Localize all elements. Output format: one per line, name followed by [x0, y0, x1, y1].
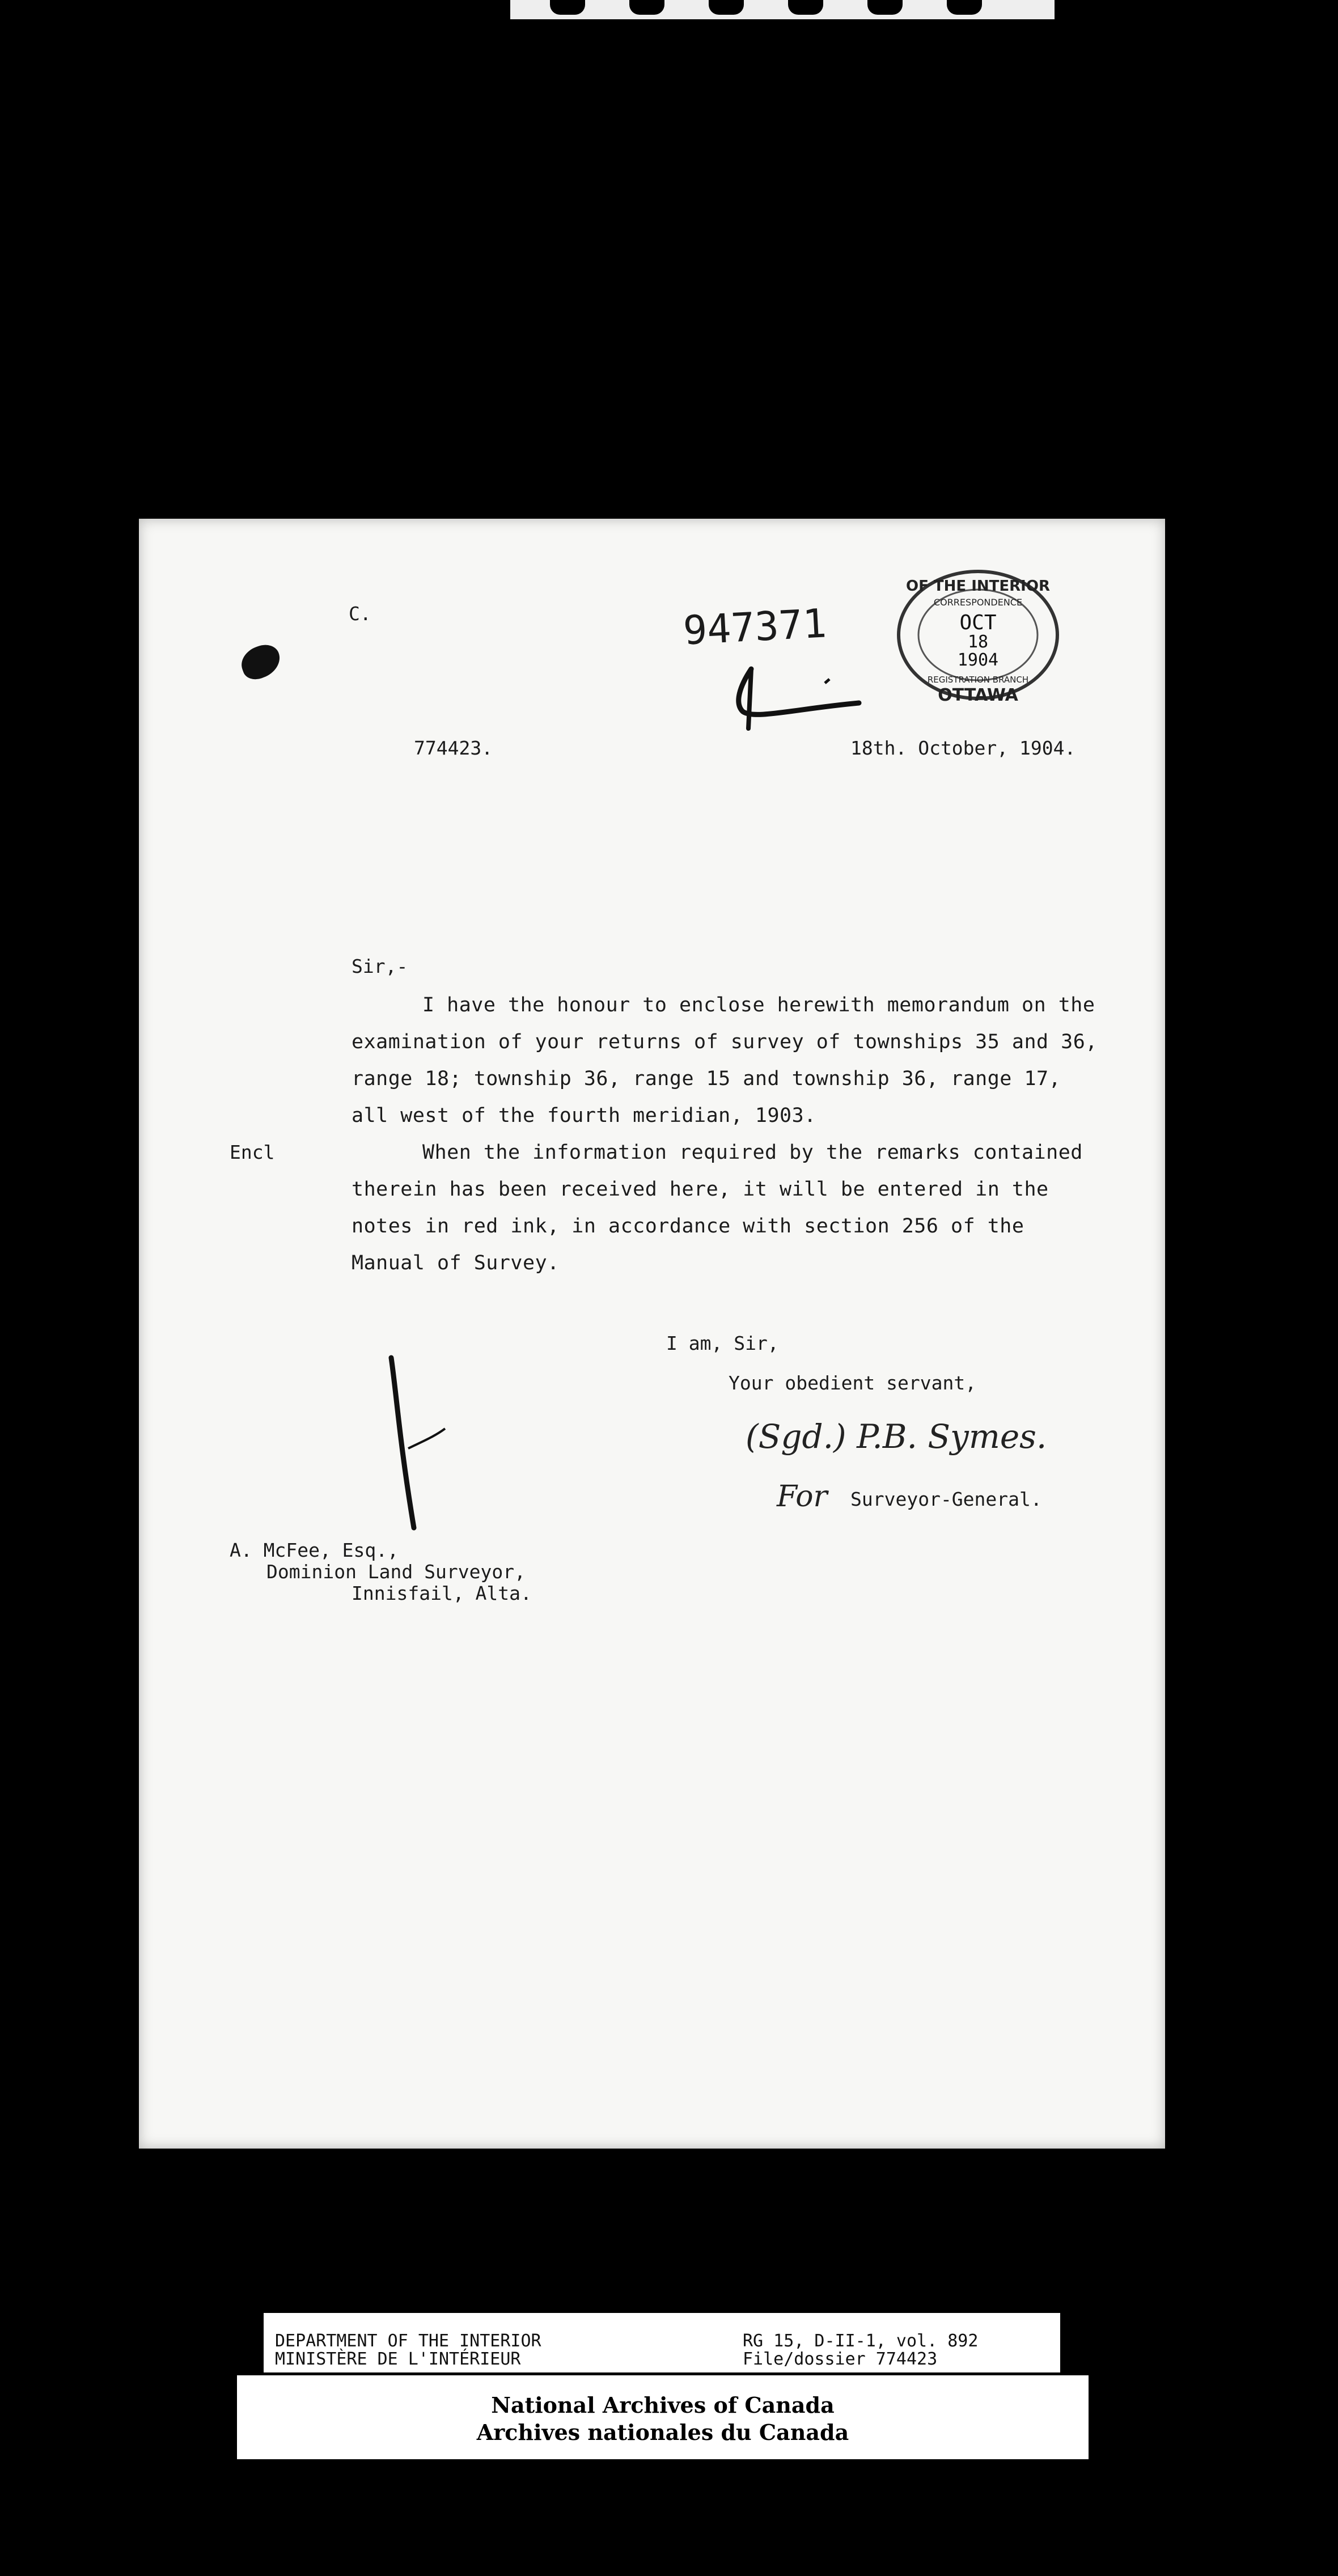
signature-title: Surveyor-General.: [850, 1488, 1042, 1510]
corner-mark: C.: [349, 603, 371, 625]
archive-file: File/dossier 774423: [743, 2349, 938, 2369]
stamp-top-text: OF THE INTERIOR: [906, 578, 1050, 595]
department-fr: MINISTÈRE DE L'INTÉRIEUR: [275, 2349, 521, 2369]
body-line: notes in red ink, in accordance with section 256 of the: [352, 1215, 1024, 1238]
date-stamp: [893, 567, 1063, 709]
film-sprocket-hole: [629, 0, 664, 15]
body-line: Manual of Survey.: [352, 1252, 560, 1274]
body-line: range 18; township 36, range 15 and township 36, range 17,: [352, 1067, 1061, 1090]
film-sprocket-hole: [550, 0, 585, 15]
film-sprocket-hole: [867, 0, 903, 15]
letter-page: [139, 519, 1165, 2149]
archives-name-en: National Archives of Canada: [491, 2392, 835, 2418]
handwritten-mark: [729, 663, 865, 731]
archive-name-label: [237, 2373, 1089, 2459]
file-number: 774423.: [414, 737, 493, 759]
stamp-month: OCT: [959, 611, 997, 634]
letter-date: 18th. October, 1904.: [850, 737, 1076, 759]
archive-reference: RG 15, D-II-1, vol. 892: [743, 2331, 979, 2351]
closing-line: I am, Sir,: [666, 1332, 779, 1354]
addressee-line: Innisfail, Alta.: [352, 1582, 532, 1604]
film-sprocket-hole: [709, 0, 744, 15]
initial-mark: [380, 1352, 459, 1533]
stamp-day: 18: [967, 632, 989, 652]
film-strip-edge: [510, 0, 1055, 19]
stamp-city: OTTAWA: [938, 685, 1018, 705]
signature: (Sgd.) P.B. Symes.: [746, 1417, 1047, 1456]
body-line: I have the honour to enclose herewith memorandum on the: [422, 994, 1095, 1016]
stamp-year: 1904: [957, 650, 999, 670]
addressee-line: Dominion Land Surveyor,: [266, 1561, 526, 1583]
film-sprocket-hole: [788, 0, 823, 15]
department-en: DEPARTMENT OF THE INTERIOR: [275, 2331, 541, 2351]
stamp-sub-text: CORRESPONDENCE: [933, 597, 1023, 608]
margin-note: Encl: [230, 1141, 275, 1163]
ink-blot: [237, 641, 285, 684]
film-sprocket-hole: [947, 0, 982, 15]
signature-title-hand: For: [777, 1480, 828, 1514]
body-line: all west of the fourth meridian, 1903.: [352, 1104, 816, 1127]
archive-reference-label: [264, 2313, 1060, 2372]
stamp-bottom-text: REGISTRATION BRANCH: [927, 675, 1029, 685]
body-line: therein has been received here, it will be entered in the: [352, 1178, 1049, 1201]
body-line: When the information required by the remarks contained: [422, 1141, 1083, 1164]
stamped-number: 947371: [682, 600, 828, 654]
addressee-line: A. McFee, Esq.,: [230, 1539, 399, 1561]
salutation: Sir,-: [352, 955, 408, 977]
archives-name-fr: Archives nationales du Canada: [476, 2420, 849, 2445]
closing-line: Your obedient servant,: [729, 1372, 977, 1394]
body-line: examination of your returns of survey of townships 35 and 36,: [352, 1031, 1098, 1053]
